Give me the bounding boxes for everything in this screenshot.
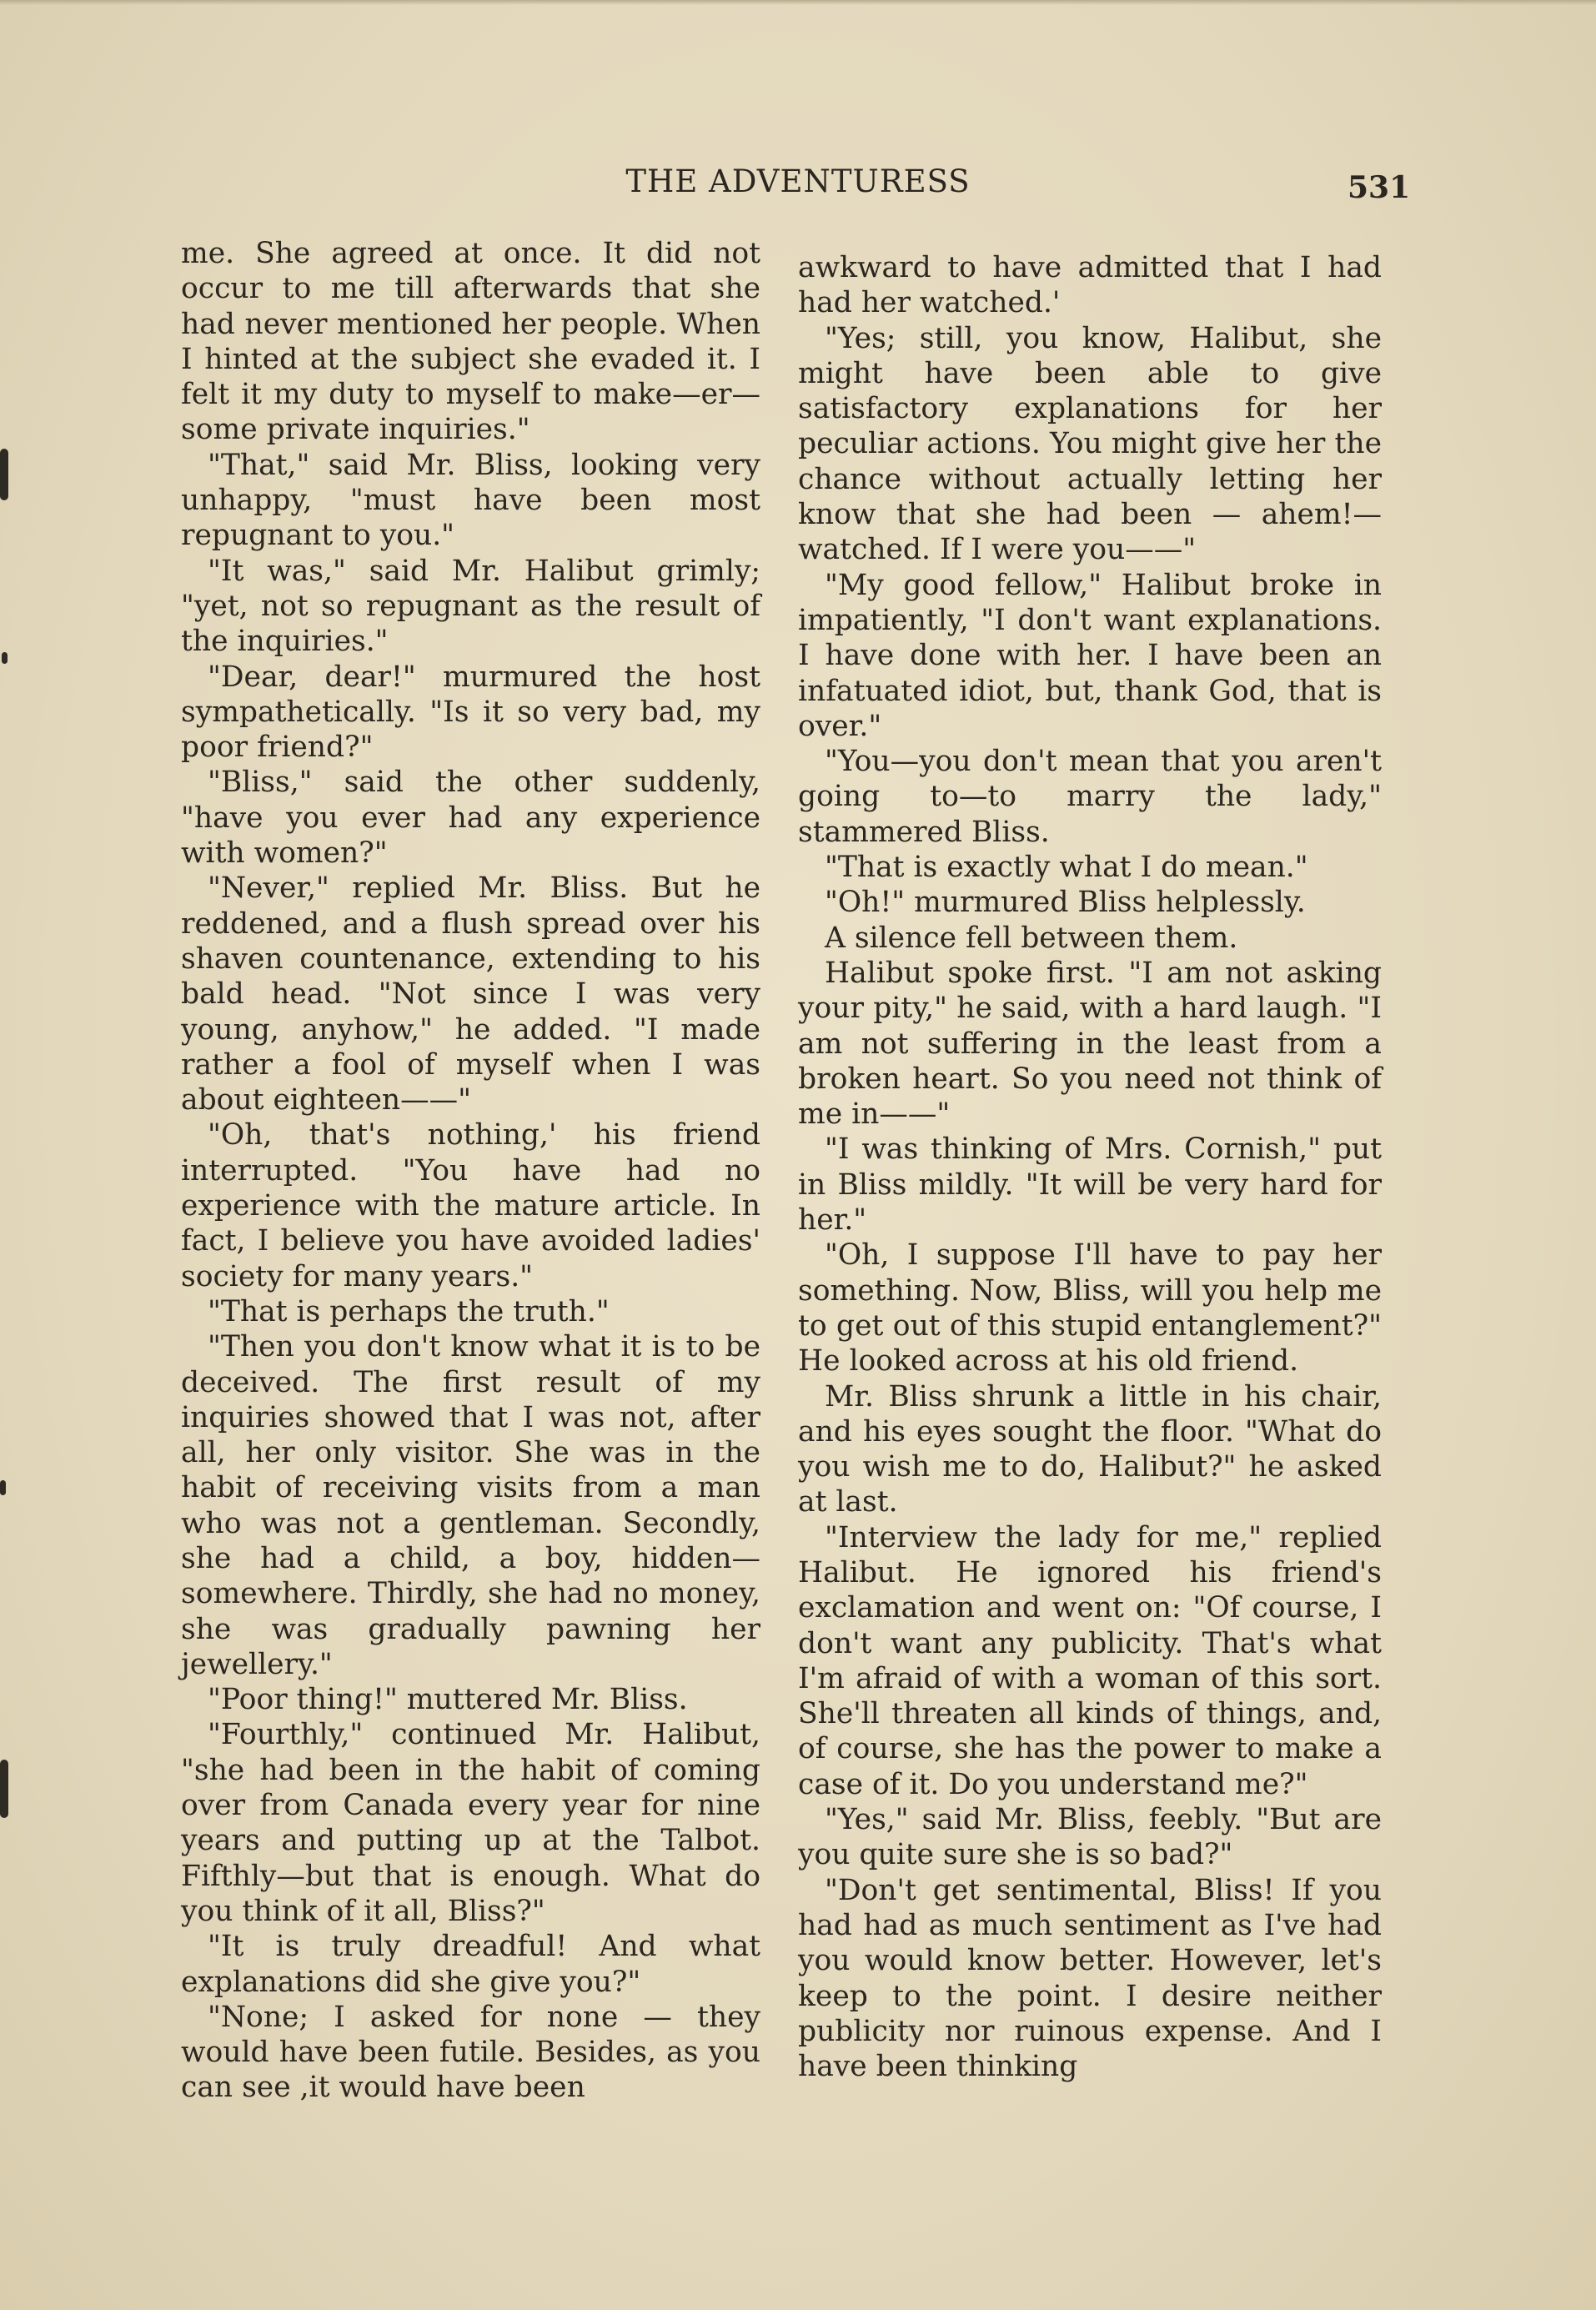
paragraph: awkward to have admitted that I had had her watched.' <box>798 251 1382 320</box>
paragraph: "That is perhaps the truth." <box>208 1294 610 1328</box>
paragraph: "I was thinking of Mrs. Cornish," put in Bliss mildly. "It will be very hard for her." <box>798 1132 1382 1238</box>
paragraph: "Yes; still, you know, Halibut, she might have been able to give satisfactory explanations for her peculiar actions. You might give her the chance without actually letting her know that she had been — ahem!— watched. If I were you——" <box>798 321 1382 567</box>
paragraph: "Oh, that's nothing,' his friend interrupted. "You have had no experience with the mature article. In fact, I believe you have avoided ladies' society for many years." <box>181 1118 760 1293</box>
paragraph: Halibut spoke first. "I am not asking your pity," he said, with a hard laugh. "I am not suffering in the least from a broken heart. So you need not think of me in——" <box>798 956 1382 1132</box>
paragraph: "It is truly dreadful! And what explanations did she give you?" <box>181 1930 760 1999</box>
paragraph: "Yes," said Mr. Bliss, feebly. "But are you quite sure she is so bad?" <box>798 1803 1382 1872</box>
paragraph: "That," said Mr. Bliss, looking very unhappy, "must have been most repugnant to you." <box>181 448 760 553</box>
paragraph: "Oh!" murmured Bliss helplessly. <box>825 886 1306 920</box>
paragraph: "Interview the lady for me," replied Halibut. He ignored his friend's exclamation and went on: "Of course, I don't want any publicity. That's what I'm afraid of with a woman of this sort. She'll threaten all kinds of things, and, of course, she has the power to make a case of it. Do you understand me?" <box>798 1520 1382 1801</box>
paragraph: "Oh, I suppose I'll have to pay her something. Now, Bliss, will you help me to get out of this stupid entanglement?" He looked across at his old friend. <box>798 1238 1382 1378</box>
paragraph: me. She agreed at once. It did not occur to me till afterwards that she had never mentioned her people. When I hinted at the subject she evaded it. I felt it my duty to myself to make—er—some private inquiries." <box>181 237 760 447</box>
binding-mark <box>0 449 8 500</box>
left-column <box>181 236 760 2106</box>
paragraph: "You—you don't mean that you aren't going to—to marry the lady," stammered Bliss. <box>798 745 1382 849</box>
paragraph: "Bliss," said the other suddenly, "have you ever had any experience with women?" <box>181 766 760 871</box>
paragraph: "Poor thing!" muttered Mr. Bliss. <box>208 1683 688 1717</box>
paragraph: "It was," said Mr. Halibut grimly; "yet, not so repugnant as the result of the inquiries." <box>181 554 760 659</box>
paragraph: "My good fellow," Halibut broke in impatiently, "I don't want explanations. I have done with her. I have been an infatuated idiot, but, thank God, that is over." <box>798 568 1382 743</box>
paragraph: "Never," replied Mr. Bliss. But he reddened, and a flush spread over his shaven countenance, extending to his bald head. "Not since I was very young, anyhow," he added. "I made rather a fool of myself when I was about eighteen——" <box>181 871 760 1117</box>
running-title: THE ADVENTURESS <box>625 163 971 199</box>
binding-mark <box>0 1760 8 1818</box>
paragraph: A silence fell between them. <box>825 921 1238 955</box>
binding-mark <box>2 652 8 664</box>
binding-mark <box>0 1480 6 1495</box>
paragraph: "None; I asked for none — they would have been futile. Besides, as you can see ,it would have been <box>181 2000 760 2105</box>
paragraph: "Then you don't know what it is to be deceived. The first result of my inquiries showed that I was not, after all, her only visitor. She was in the habit of receiving visits from a man who was not a gentleman. Secondly, she had a child, a boy, hidden—somewhere. Thirdly, she had no money, she was gradually pawning her jewellery." <box>181 1330 760 1681</box>
paragraph: "Don't get sentimental, Bliss! If you had had as much sentiment as I've had you would know better. However, let's keep to the point. I desire neither publicity nor ruinous expense. And I have been thinking <box>798 1873 1382 2084</box>
paragraph: Mr. Bliss shrunk a little in his chair, and his eyes sought the floor. "What do you wish me to do, Halibut?" he asked at last. <box>798 1379 1382 1519</box>
right-column <box>798 250 1382 2084</box>
paragraph: "Dear, dear!" murmured the host sympathetically. "Is it so very bad, my poor friend?" <box>181 660 760 765</box>
page-number: 531 <box>1348 170 1411 205</box>
page-top-edge <box>0 0 1596 5</box>
paragraph: "That is exactly what I do mean." <box>825 851 1308 885</box>
paragraph: "Fourthly," continued Mr. Halibut, "she had been in the habit of coming over from Canada every year for nine years and putting up at the Talbot. Fifthly—but that is enough. What do you think of it all, Bliss?" <box>181 1718 760 1928</box>
